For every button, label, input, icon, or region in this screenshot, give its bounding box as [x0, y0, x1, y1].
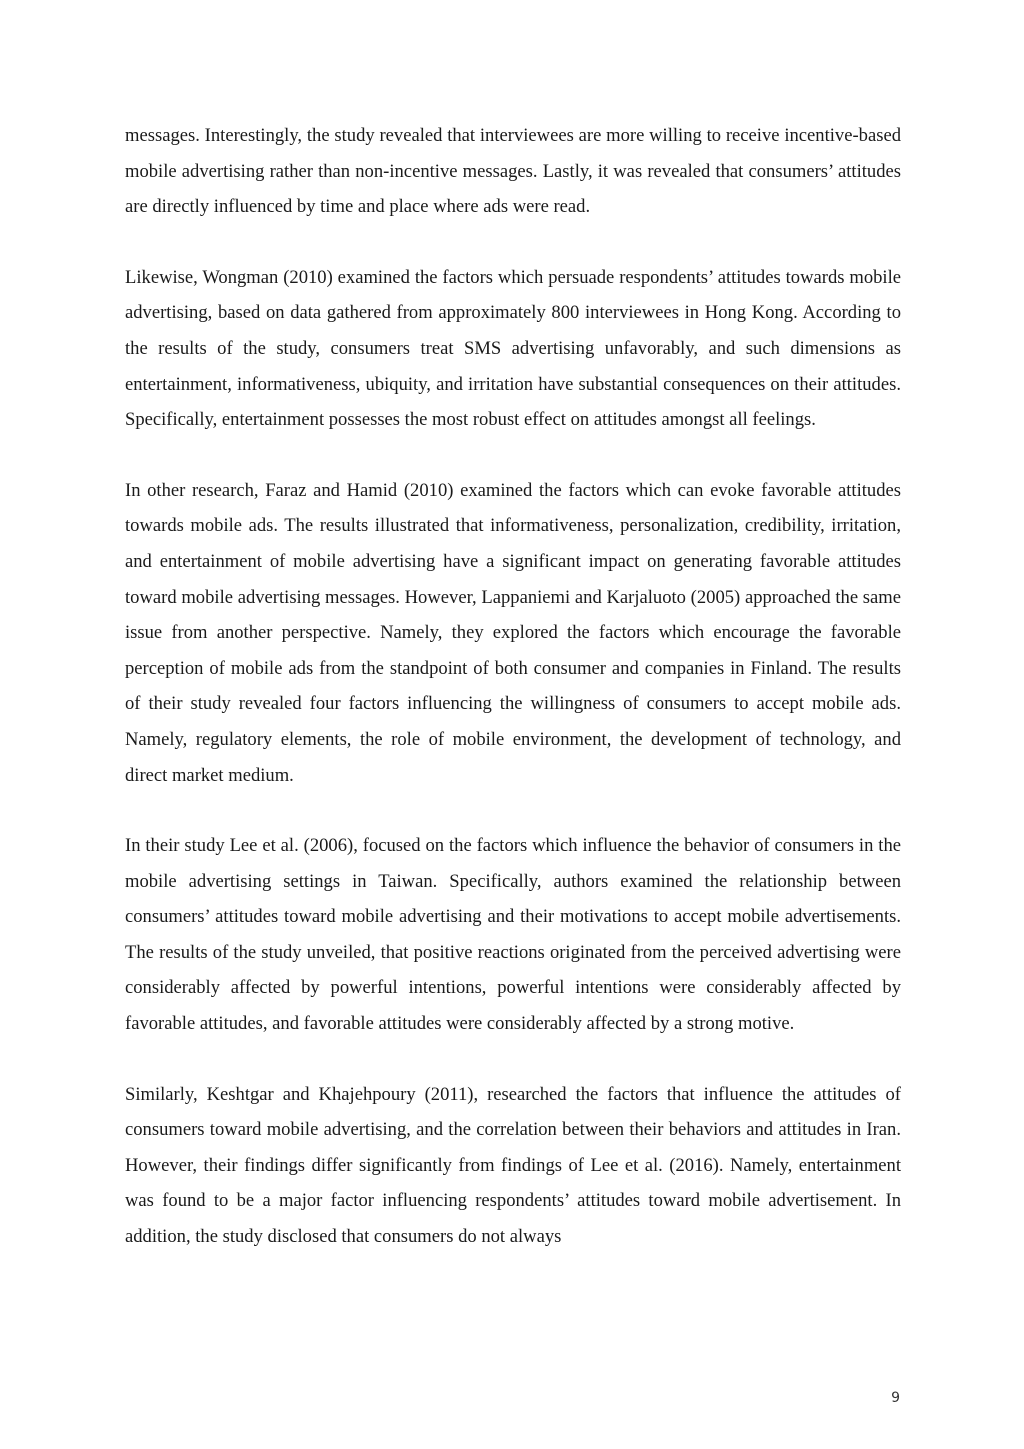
paragraph-4: In their study Lee et al. (2006), focused on the factors which influence the behavior of consumers in the mobile advertising settings in Taiwan. Specifically, authors examined the relationship between consumers’ attitudes toward mobile advertising and their motivations to accept mobile advertisements. The results of the study unveiled, that positive reactions originated from the perceived advertising were considerably affected by powerful intentions, powerful intentions were considerably affected by favorable attitudes, and favorable attitudes were considerably affected by a strong motive.	[125, 835, 901, 1035]
paragraph-3: In other research, Faraz and Hamid (2010) examined the factors which can evoke favorable attitudes towards mobile ads. The results illustrated that informativeness, personalization, credibility, irritation, and entertainment of mobile advertising have a significant impact on generating favorable attitudes toward mobile advertising messages. However, Lappaniemi and Karjaluoto (2005) approached the same issue from another perspective. Namely, they explored the factors which encourage the favorable perception of mobile ads from the standpoint of both consumer and companies in Finland. The results of their study revealed four factors influencing the willingness of consumers to accept mobile ads. Namely, regulatory elements, the role of mobile environment, the development of technology, and direct market medium.	[125, 479, 901, 786]
body-text	[125, 118, 901, 1290]
paragraph-5: Similarly, Keshtgar and Khajehpoury (2011), researched the factors that influence the attitudes of consumers toward mobile advertising, and the correlation between their behaviors and attitudes in Iran. However, their findings differ significantly from findings of Lee et al. (2016). Namely, entertainment was found to be a major factor influencing respondents’ attitudes toward mobile advertisement. In addition, the study disclosed that consumers do not always	[125, 1083, 901, 1248]
page-number: 9	[891, 1390, 900, 1406]
paragraph-1: messages. Interestingly, the study revealed that interviewees are more willing to receive incentive-based mobile advertising rather than non-incentive messages. Lastly, it was revealed that consumers’ attitudes are directly influenced by time and place where ads were read.	[125, 125, 901, 218]
paragraph-2: Likewise, Wongman (2010) examined the factors which persuade respondents’ attitudes towards mobile advertising, based on data gathered from approximately 800 interviewees in Hong Kong. According to the results of the study, consumers treat SMS advertising unfavorably, and such dimensions as entertainment, informativeness, ubiquity, and irritation have substantial consequences on their attitudes. Specifically, entertainment possesses the most robust effect on attitudes amongst all feelings.	[125, 266, 901, 431]
